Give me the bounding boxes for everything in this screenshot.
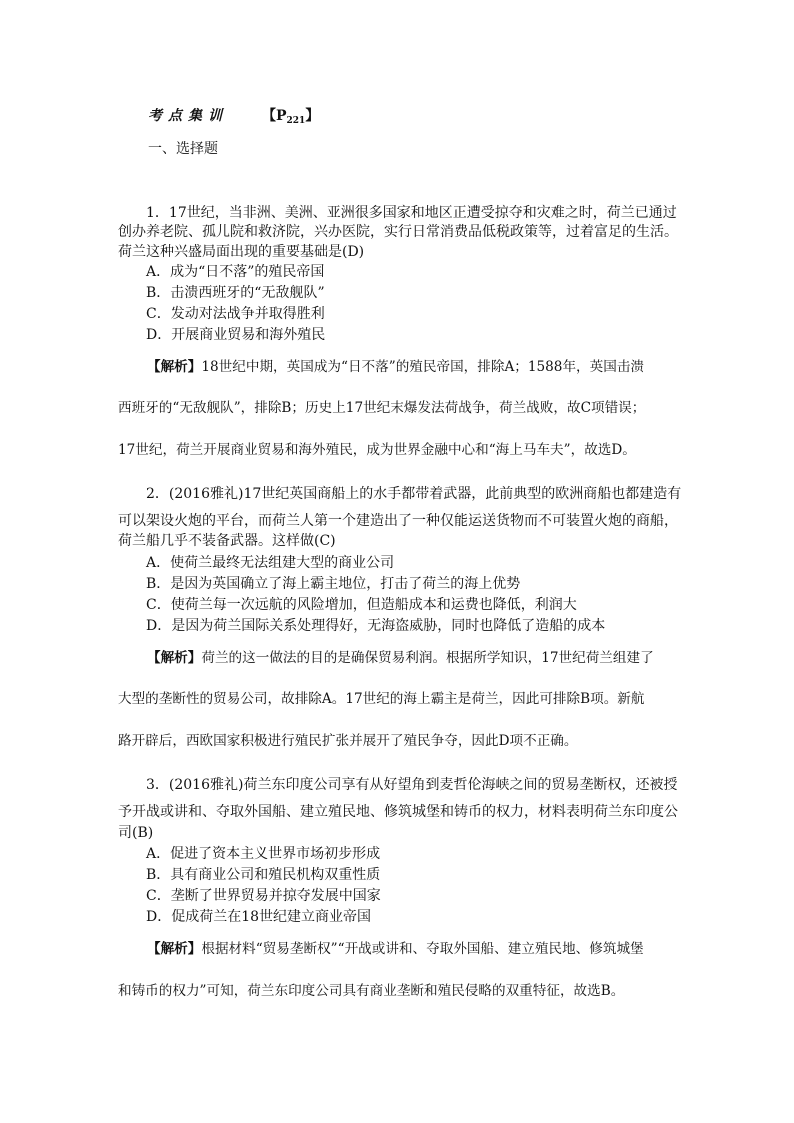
q3-option-b: B．具有商业公司和殖民机构双重性质 xyxy=(146,867,381,883)
q1-stem-line: 1．17世纪，当非洲、美洲、亚洲很多国家和地区正遭受掠夺和灾难之时，荷兰已通过 xyxy=(146,205,677,221)
q2-analysis-line: 【解析】荷兰的这一做法的目的是确保贸易利润。根据所学知识，17世纪荷兰组建了 xyxy=(147,650,654,666)
analysis-tag: 【解析】 xyxy=(147,941,202,957)
section-title: 一、选择题 xyxy=(148,141,218,157)
q1-analysis-line: 西班牙的“无敌舰队”，排除B；历史上17世纪末爆发法荷战争，荷兰战败，故C项错误； xyxy=(118,400,646,416)
q2-stem-line: 可以架设火炮的平台，而荷兰人第一个建造出了一种仅能运送货物而不可装置火炮的商船， xyxy=(118,513,678,529)
q2-option-c: C．使荷兰每一次远航的风险增加，但造船成本和运费也降低，利润大 xyxy=(146,597,577,613)
q2-stem-line: 2．(2016雅礼)17世纪英国商船上的水手都带着武器，此前典型的欧洲商船也都建造有 xyxy=(146,486,682,502)
q1-option-b: B．击溃西班牙的“无敌舰队” xyxy=(146,285,325,301)
q1-analysis-line: 【解析】18世纪中期，英国成为“日不落”的殖民帝国，排除A；1588年，英国击溃 xyxy=(147,359,645,375)
q2-option-a: A．使荷兰最终无法组建大型的商业公司 xyxy=(146,555,395,571)
q2-analysis-line: 大型的垄断性的贸易公司，故排除A。17世纪的海上霸主是荷兰，因此可排除B项。新航 xyxy=(118,691,645,707)
q3-stem-line: 3．(2016雅礼)荷兰东印度公司享有从好望角到麦哲伦海峡之间的贸易垄断权，还被授 xyxy=(146,777,678,793)
analysis-tag: 【解析】 xyxy=(147,359,202,375)
analysis-tag: 【解析】 xyxy=(147,650,202,666)
q1-analysis-line: 17世纪，荷兰开展商业贸易和海外殖民，成为世界金融中心和“海上马车夫”，故选D。 xyxy=(118,442,636,458)
q2-analysis-line: 路开辟后，西欧国家积极进行殖民扩张并展开了殖民争夺，因此D项不正确。 xyxy=(118,733,578,749)
q1-option-a: A．成为“日不落”的殖民帝国 xyxy=(146,264,325,280)
q3-option-d: D．促成荷兰在18世纪建立商业帝国 xyxy=(146,909,372,925)
q2-option-b: B．是因为英国确立了海上霸主地位，打击了荷兰的海上优势 xyxy=(146,576,521,592)
kaodian-title: 考点集训 xyxy=(148,108,228,124)
q3-option-a: A．促进了资本主义世界市场初步形成 xyxy=(146,846,381,862)
q3-stem-line: 予开战或讲和、夺取外国船、建立殖民地、修筑城堡和铸币的权力，材料表明荷兰东印度公 xyxy=(118,804,678,820)
q1-stem-line: 荷兰这种兴盛局面出现的重要基础是(D) xyxy=(118,244,365,260)
q1-option-d: D．开展商业贸易和海外殖民 xyxy=(146,327,326,343)
section-header xyxy=(148,106,319,131)
q3-option-c: C．垄断了世界贸易并掠夺发展中国家 xyxy=(146,888,381,904)
q1-option-c: C．发动对法战争并取得胜利 xyxy=(146,306,325,322)
q2-stem-line: 荷兰船几乎不装备武器。这样做(C) xyxy=(118,533,336,549)
q2-option-d: D．是因为荷兰国际关系处理得好，无海盗威胁，同时也降低了造船的成本 xyxy=(146,618,606,634)
page-reference: 【$P_{221}$】 xyxy=(262,108,320,126)
q3-stem-line: 司(B) xyxy=(118,825,154,841)
q3-analysis-line: 【解析】根据材料“贸易垄断权”“开战或讲和、夺取外国船、建立殖民地、修筑城堡 xyxy=(147,941,644,957)
q3-analysis-line: 和铸币的权力”可知，荷兰东印度公司具有商业垄断和殖民侵略的双重特征，故选B。 xyxy=(118,983,625,999)
q1-stem-line: 创办养老院、孤儿院和救济院，兴办医院，实行日常消费品低税政策等，过着富足的生活。 xyxy=(118,224,678,240)
